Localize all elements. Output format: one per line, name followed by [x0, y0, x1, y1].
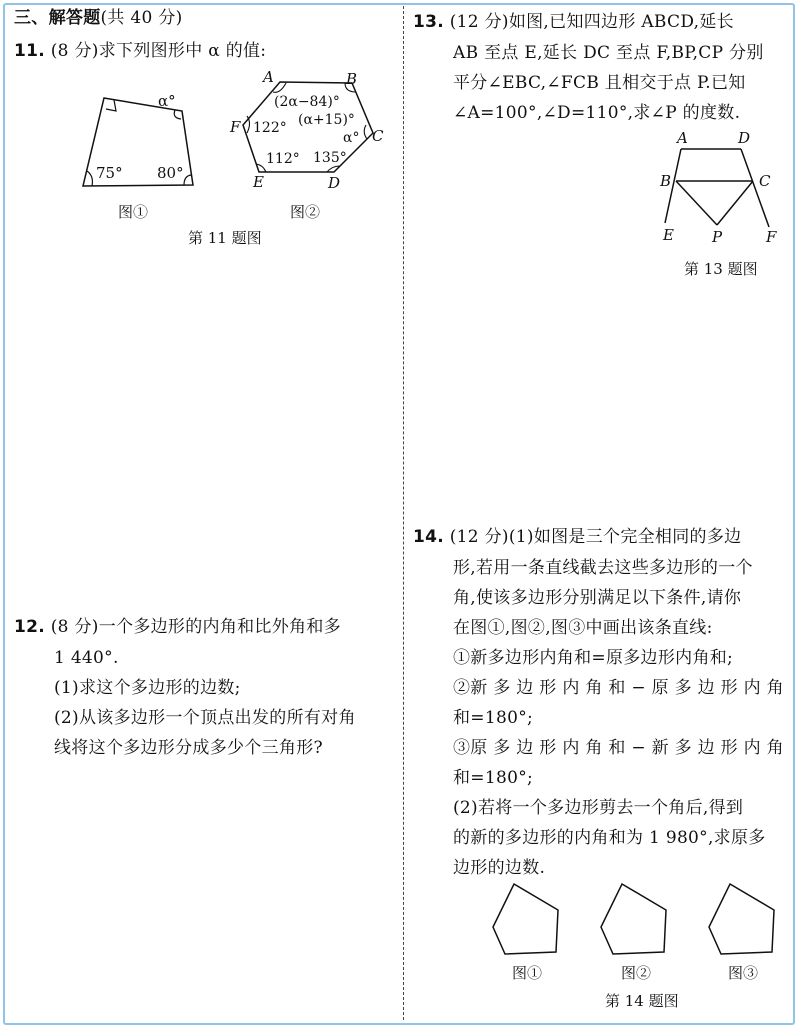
q14-fig2-caption: 图② — [621, 964, 652, 982]
q12-text-1: (8 分)一个多边形的内角和比外角和多 — [50, 617, 341, 637]
q13-line-2: AB 至点 E,延长 DC 至点 F,BP,CP 分别 — [453, 43, 764, 63]
q14-text-1: (12 分)(1)如图是三个完全相同的多边 — [449, 527, 742, 547]
label-C: C — [372, 127, 384, 145]
label-E: E — [253, 173, 264, 191]
q13-line-3: 平分∠EBC,∠FCB 且相交于点 P.已知 — [453, 73, 746, 93]
q13-figure-caption: 第 13 题图 — [684, 260, 758, 278]
label-P: P — [712, 228, 723, 246]
label-F: F — [230, 118, 241, 136]
label-C: C — [759, 172, 771, 190]
pentagon — [709, 884, 774, 954]
q11-figure-caption: 第 11 题图 — [188, 229, 262, 247]
q14-line-12: 边形的边数. — [453, 858, 546, 878]
label-angle-D: 135° — [313, 150, 347, 166]
q14-fig1-caption: 图① — [512, 964, 543, 982]
q14-line-9: 和=180°; — [453, 768, 534, 788]
column-divider — [403, 6, 404, 1020]
section-points: (共 40 分) — [100, 8, 183, 28]
pentagon — [601, 884, 666, 954]
segment-CP — [717, 181, 753, 225]
label-angle-C: α° — [343, 130, 360, 146]
q14-line-10: (2)若将一个多边形剪去一个角后,得到 — [453, 798, 744, 818]
arc-80 — [184, 175, 191, 185]
label-angle-A: (2α−84)° — [274, 94, 340, 110]
right-angle-mark — [106, 100, 116, 111]
label-angle-B: (α+15)° — [298, 112, 355, 128]
label-E: E — [663, 226, 674, 244]
label-A: A — [263, 68, 274, 86]
q14-fig3-caption: 图③ — [728, 964, 759, 982]
label-F: F — [766, 228, 777, 246]
segment-BP — [676, 181, 717, 225]
q13-line-1 — [413, 12, 734, 32]
label-75: 75° — [96, 164, 123, 182]
q12-line-2: 1 440°. — [54, 648, 119, 668]
q14-number: 14. — [413, 527, 445, 547]
q14-line-4: 在图①,图②,图③中画出该条直线: — [453, 618, 713, 638]
q14-line-11: 的新的多边形的内角和为 1 980°,求原多 — [453, 828, 766, 848]
q14-line-1 — [413, 527, 741, 547]
label-angle-E: 112° — [266, 151, 300, 167]
label-D: D — [738, 129, 751, 147]
q14-pentagon-2 — [598, 882, 673, 957]
q13-number: 13. — [413, 12, 445, 32]
q11-fig1-caption: 图① — [118, 203, 149, 221]
q14-pentagon-1 — [490, 882, 565, 957]
q11-stem — [14, 41, 266, 61]
label-angle-F: 122° — [253, 120, 287, 136]
q14-line-7: 和=180°; — [453, 708, 534, 728]
q14-line-2: 形,若用一条直线截去这些多边形的一个 — [453, 558, 753, 578]
q12-line-3: (1)求这个多边形的边数; — [54, 678, 241, 698]
q11-fig2-caption: 图② — [290, 203, 321, 221]
q12-line-5: 线将这个多边形分成多少个三角形? — [54, 738, 323, 758]
q12-line-1 — [14, 617, 341, 637]
q14-line-3: 角,使该多边形分别满足以下条件,请你 — [453, 588, 742, 608]
arc-C — [364, 125, 367, 139]
q14-line-5: ①新多边形内角和=原多边形内角和; — [453, 648, 734, 668]
q14-line-8: ③原 多 边 形 内 角 和 − 新 多 边 形 内 角 — [453, 738, 784, 758]
q13-figure — [655, 128, 785, 253]
label-B: B — [660, 172, 672, 190]
q14-line-6: ②新 多 边 形 内 角 和 − 原 多 边 形 内 角 — [453, 678, 784, 698]
label-alpha: α° — [158, 92, 176, 110]
q11-text: (8 分)求下列图形中 α 的值: — [50, 41, 267, 61]
label-80: 80° — [157, 164, 184, 182]
pentagon — [493, 884, 558, 954]
q14-pentagon-3 — [706, 882, 781, 957]
q12-line-4: (2)从该多边形一个顶点出发的所有对角 — [54, 708, 356, 728]
label-D: D — [328, 174, 341, 192]
q13-line-4: ∠A=100°,∠D=110°,求∠P 的度数. — [453, 103, 741, 123]
q11-figure-1 — [78, 92, 203, 192]
arc-75 — [87, 171, 92, 186]
label-A: A — [677, 129, 688, 147]
q13-text-1: (12 分)如图,已知四边形 ABCD,延长 — [449, 12, 734, 32]
q14-figure-caption: 第 14 题图 — [605, 992, 679, 1010]
section-title: 三、解答题 — [14, 8, 101, 28]
section-header — [14, 8, 183, 28]
q11-figure-2 — [228, 68, 393, 193]
label-B: B — [346, 70, 358, 88]
q11-number: 11. — [14, 41, 46, 61]
q12-number: 12. — [14, 617, 46, 637]
